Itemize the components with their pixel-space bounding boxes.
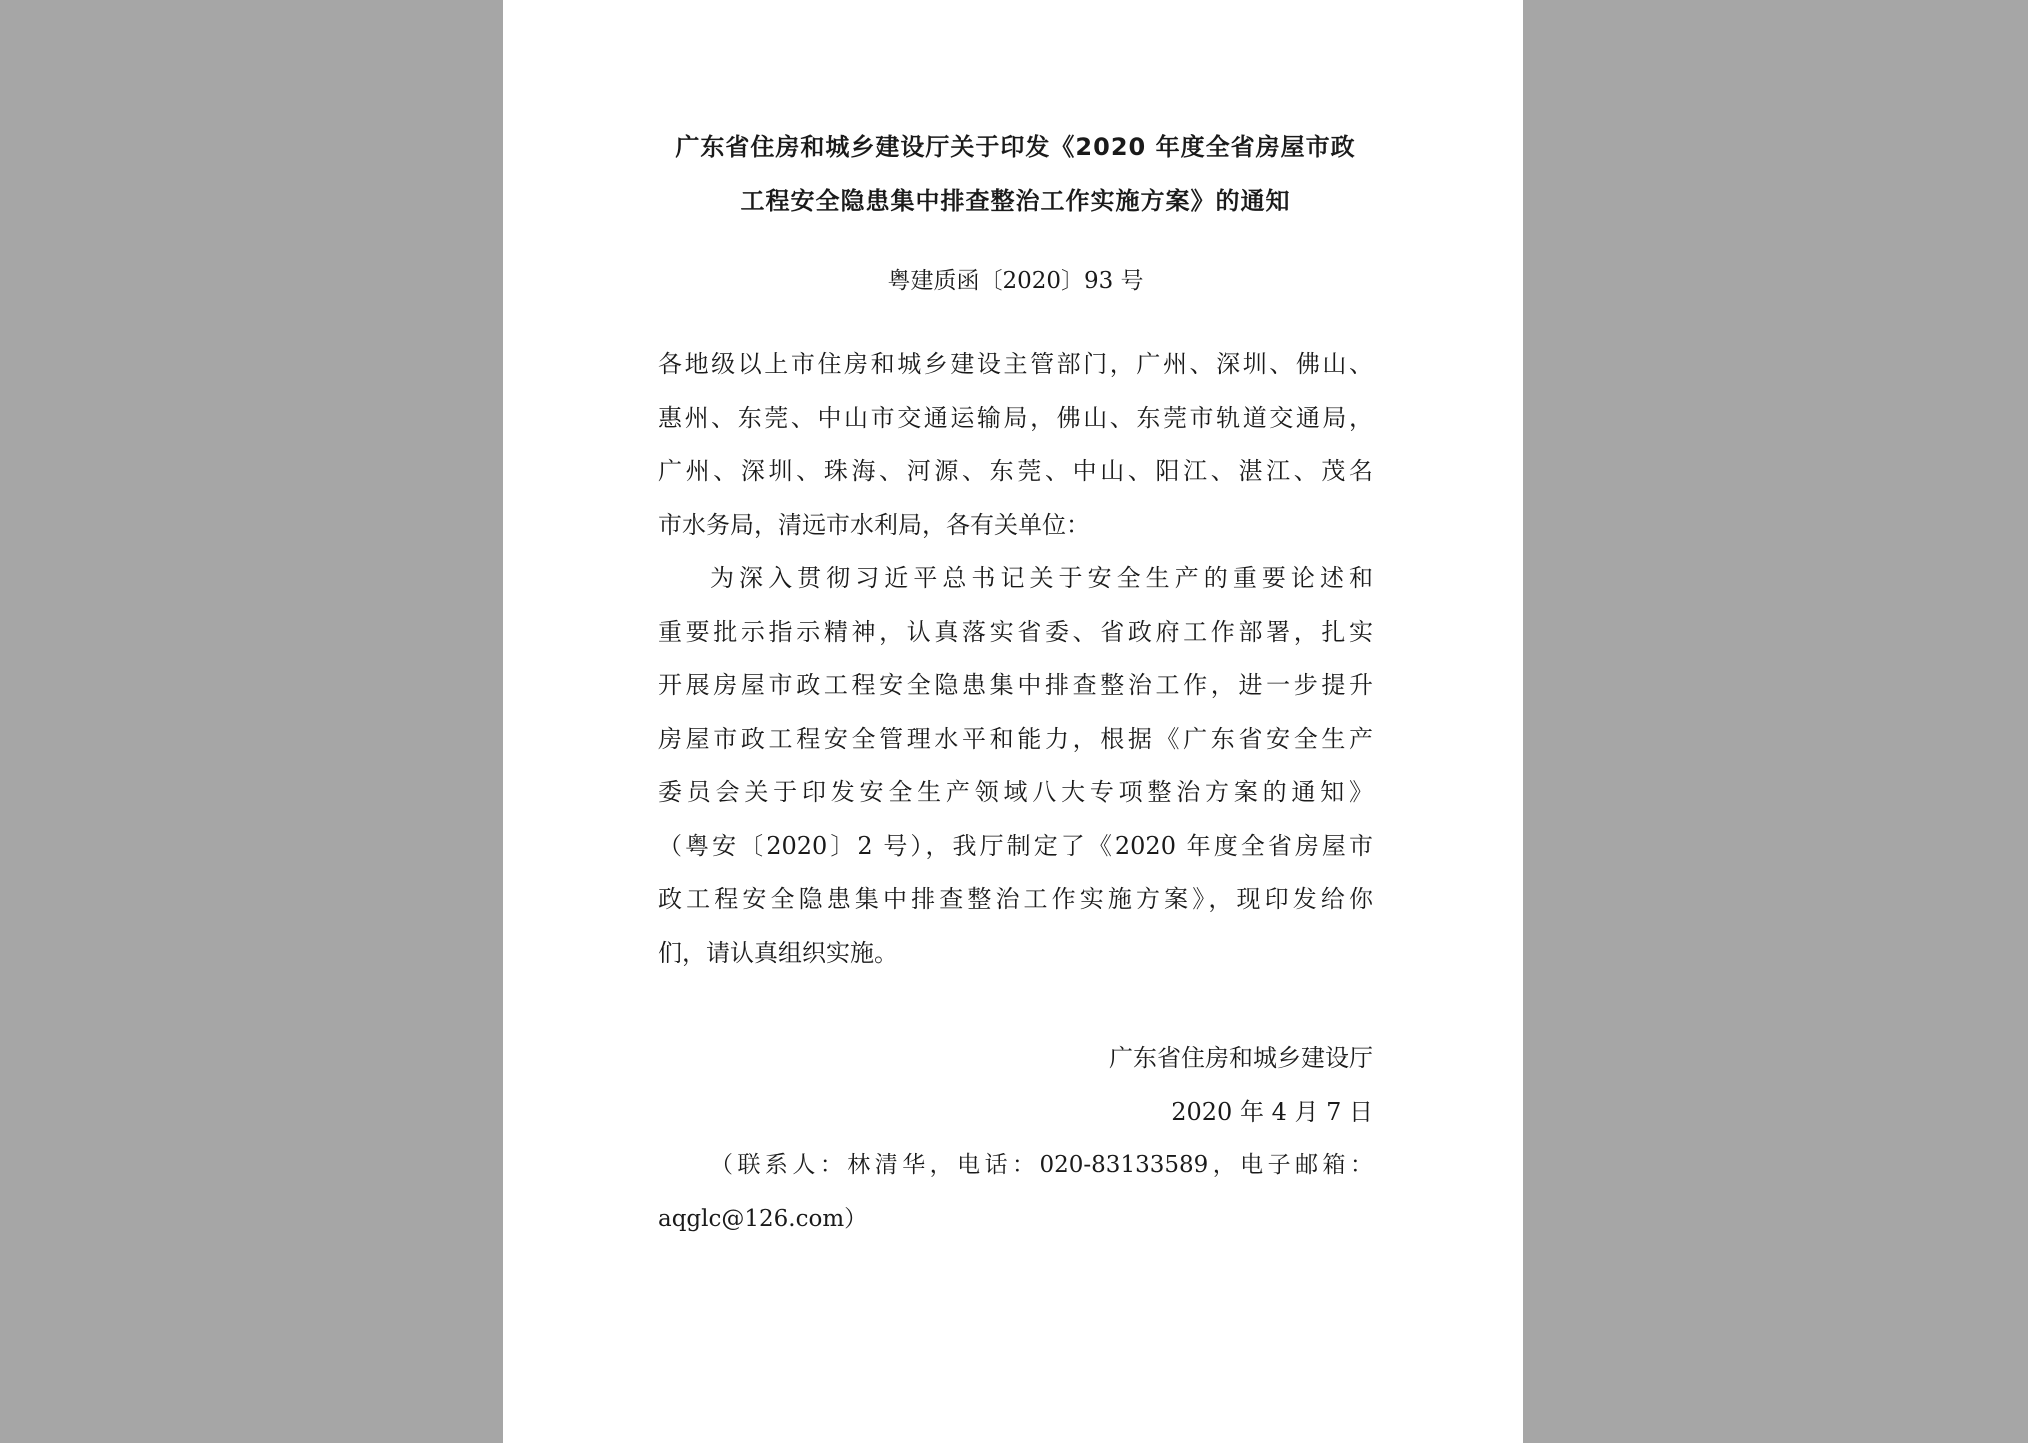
title-line: 工程安全隐患集中排查整治工作实施方案》的通知 [740, 187, 1291, 215]
addressee-line: 各地级以上市住房和城乡建设主管部门，广州、深圳、佛山、 [658, 350, 1373, 378]
paragraph-line: （粤安〔2020〕2 号），我厅制定了《2020 年度全省房屋市 [658, 831, 1373, 860]
signature-block [658, 1032, 1373, 1139]
document-content [658, 120, 1373, 1246]
main-paragraph [658, 552, 1373, 980]
addressee-line: 惠州、东莞、中山市交通运输局，佛山、东莞市轨道交通局， [658, 403, 1373, 432]
issue-date: 2020 年 4 月 7 日 [1171, 1097, 1373, 1126]
contact-info [658, 1139, 1373, 1246]
paragraph-line: 开展房屋市政工程安全隐患集中排查整治工作，进一步提升 [658, 671, 1373, 699]
addressee-line: 广州、深圳、珠海、河源、东莞、中山、阳江、湛江、茂名 [658, 457, 1373, 485]
addressee-block [658, 338, 1373, 552]
document-page [503, 0, 1523, 1443]
title-line: 广东省住房和城乡建设厅关于印发《2020 年度全省房屋市政 [675, 133, 1356, 161]
paragraph-line: 房屋市政工程安全管理水平和能力，根据《广东省安全生产 [658, 724, 1373, 753]
document-body [658, 338, 1373, 980]
issuer-name: 广东省住房和城乡建设厅 [1109, 1044, 1373, 1072]
addressee-line: 市水务局，清远市水利局，各有关单位： [658, 510, 1090, 539]
paragraph-line: 重要批示指示精神，认真落实省委、省政府工作部署，扎实 [658, 617, 1373, 646]
contact-line: （联系人：林清华，电话：020-83133589，电子邮箱： [710, 1152, 1373, 1178]
document-number: 粤建质函〔2020〕93 号 [887, 268, 1144, 294]
paragraph-line: 委员会关于印发安全生产领域八大专项整治方案的通知》 [658, 778, 1373, 806]
contact-line: aqglc@126.com） [658, 1205, 868, 1232]
paragraph-line: 为深入贯彻习近平总书记关于安全生产的重要论述和 [710, 564, 1373, 592]
paragraph-line: 政工程安全隐患集中排查整治工作实施方案》，现印发给你 [658, 885, 1373, 913]
paragraph-line: 们，请认真组织实施。 [658, 938, 898, 967]
document-title [658, 120, 1373, 228]
